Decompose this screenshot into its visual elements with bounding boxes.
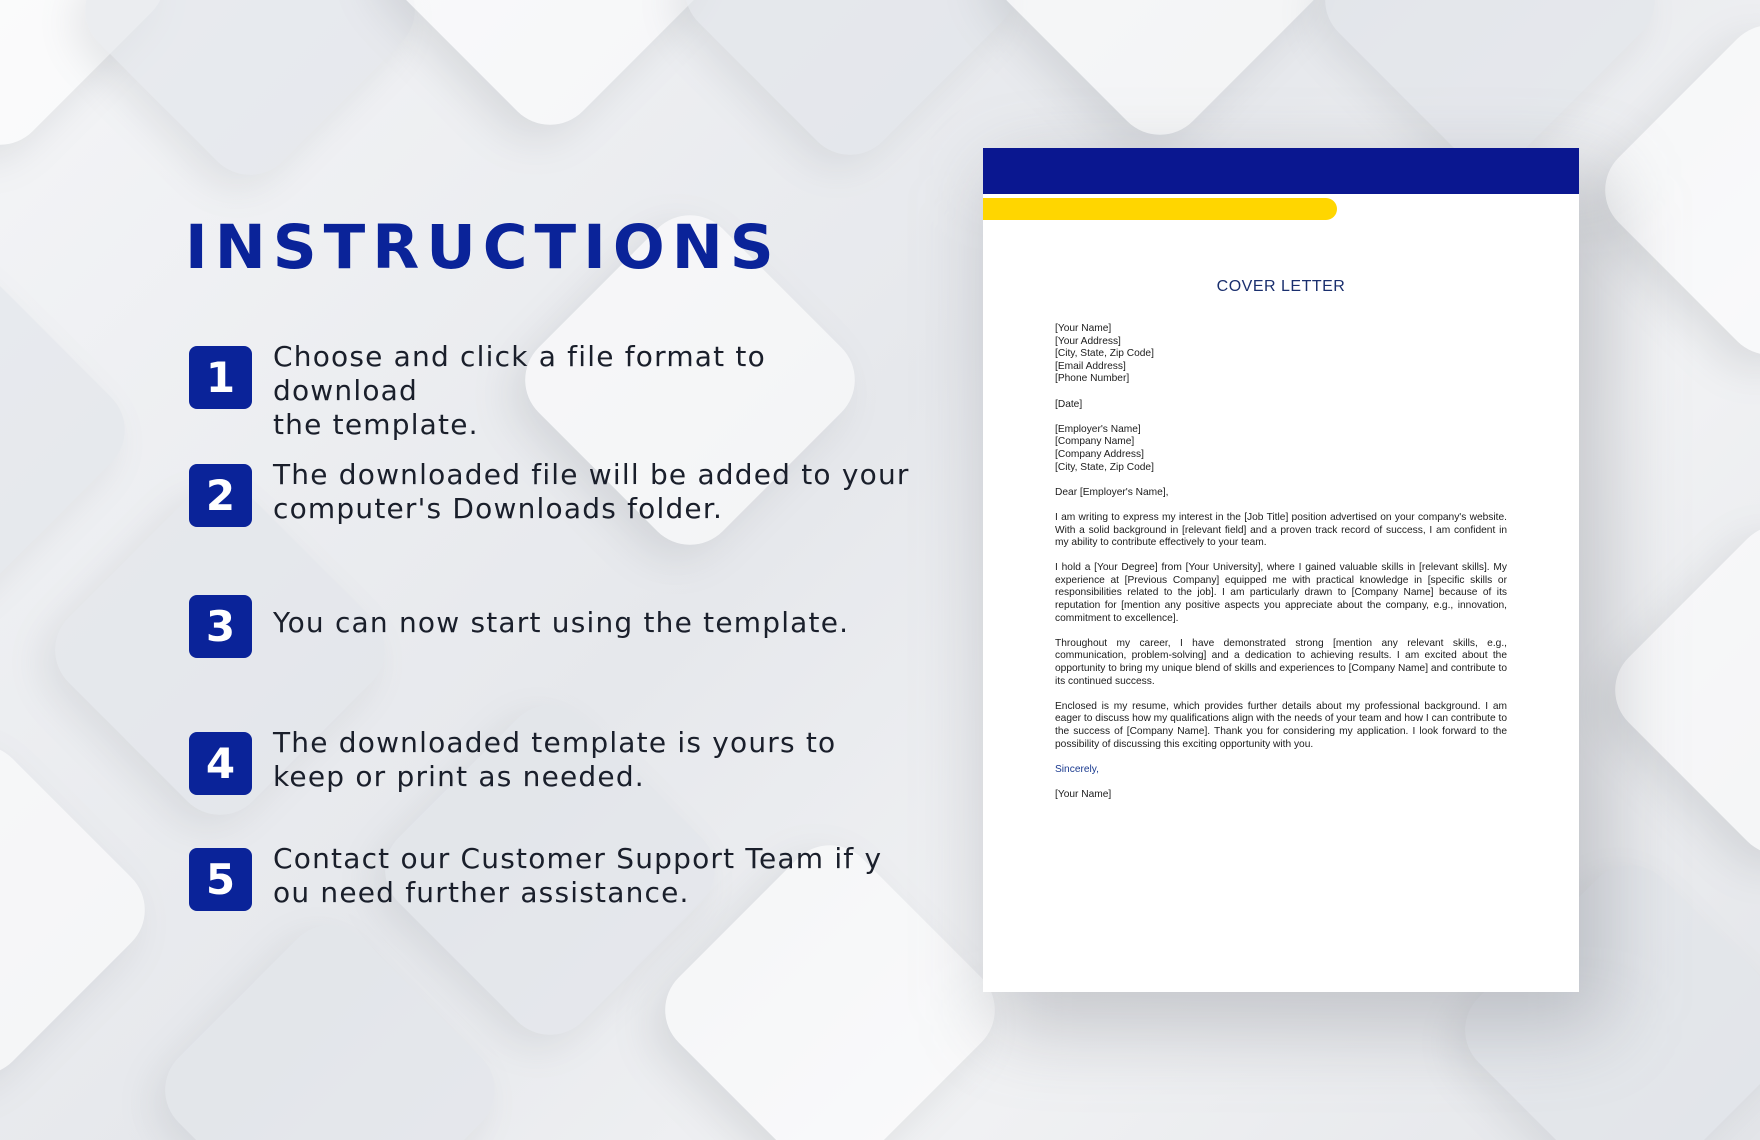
background-tile <box>0 246 144 614</box>
step-text: Choose and click a file format to download the template. <box>273 340 766 441</box>
sender-line: [Email Address] <box>1055 360 1126 372</box>
step-text: The downloaded template is yours to keep or print as needed. <box>273 726 837 793</box>
body-paragraph: Throughout my career, I have demonstrated strong [mention any relevant skills, e.g., communication, problem-solving] and a dedication to achieving results. I am excited about the opportunity to bring my unique blend of skills and experiences to [Company Name] and contribute to its continued success. <box>1055 637 1507 687</box>
closing: Sincerely, <box>1055 763 1099 775</box>
step-text: The downloaded file will be added to your computer's Downloads folder. <box>273 458 910 525</box>
background-tile <box>66 0 434 194</box>
step-number-badge: 5 <box>189 848 252 911</box>
signature: [Your Name] <box>1055 788 1112 800</box>
step-number-badge: 1 <box>189 346 252 409</box>
sender-line: [Your Address] <box>1055 335 1121 347</box>
sender-line: [Phone Number] <box>1055 373 1130 385</box>
instruction-step-2 <box>189 458 910 534</box>
body-paragraph: I hold a [Your Degree] from [Your University], where I gained valuable skills in [relevant skills]. My experience at [Previous Company] equipped me with practical knowledge in [specific skills or responsibilities related to the job]. I am particularly drawn to [Company Name] because of its reputation for [mention any positive aspects you appreciate about the company, e.g., innovation, commitment to excellence]. <box>1055 562 1507 624</box>
body-paragraph: I am writing to express my interest in the [Job Title] position advertised on your company's website. With a solid background in [relevant field] and a proven track record of success, I am confident in my ability to contribute effectively to your team. <box>1055 511 1507 549</box>
instruction-step-5 <box>189 842 909 918</box>
document-title: COVER LETTER <box>1216 278 1346 295</box>
recipient-line: [Employer's Name] <box>1055 423 1141 435</box>
step-number-badge: 3 <box>189 595 252 658</box>
cover-letter-document <box>983 148 1579 992</box>
background-tile <box>976 0 1344 154</box>
background-tile <box>666 0 1034 174</box>
background-tile <box>366 0 734 144</box>
recipient-line: [City, State, Zip Code] <box>1055 461 1154 473</box>
salutation: Dear [Employer's Name], <box>1055 486 1169 498</box>
sender-line: [City, State, Zip Code] <box>1055 348 1154 360</box>
recipient-line: [Company Name] <box>1055 436 1135 448</box>
page-title: INSTRUCTIONS <box>185 212 781 283</box>
sender-line: [Your Name] <box>1055 323 1112 334</box>
background-tile <box>0 726 164 1094</box>
step-text: Contact our Customer Support Team if y ou need further assistance. <box>273 842 883 909</box>
sender-block <box>1055 323 1507 386</box>
instruction-step-1 <box>189 340 909 441</box>
body-paragraph: Enclosed is my resume, which provides further details about my professional background. I am eager to discuss how my qualifications align with the needs of your team and how I can contribute to the success of [Company Name]. Thank you for considering my application. I look forward to the possibility of discussing this exciting opportunity with you. <box>1055 700 1507 750</box>
recipient-block <box>1055 424 1507 474</box>
step-number-badge: 2 <box>189 464 252 527</box>
instruction-step-4 <box>189 726 909 802</box>
date-line: [Date] <box>1055 398 1083 410</box>
step-text: You can now start using the template. <box>273 606 850 639</box>
background-tile <box>1596 506 1760 874</box>
header-band-yellow <box>983 198 1337 220</box>
header-band-blue <box>983 148 1579 194</box>
recipient-line: [Company Address] <box>1055 448 1144 460</box>
step-number-badge: 4 <box>189 732 252 795</box>
instruction-step-3 <box>189 595 909 665</box>
document-body <box>1055 323 1507 814</box>
